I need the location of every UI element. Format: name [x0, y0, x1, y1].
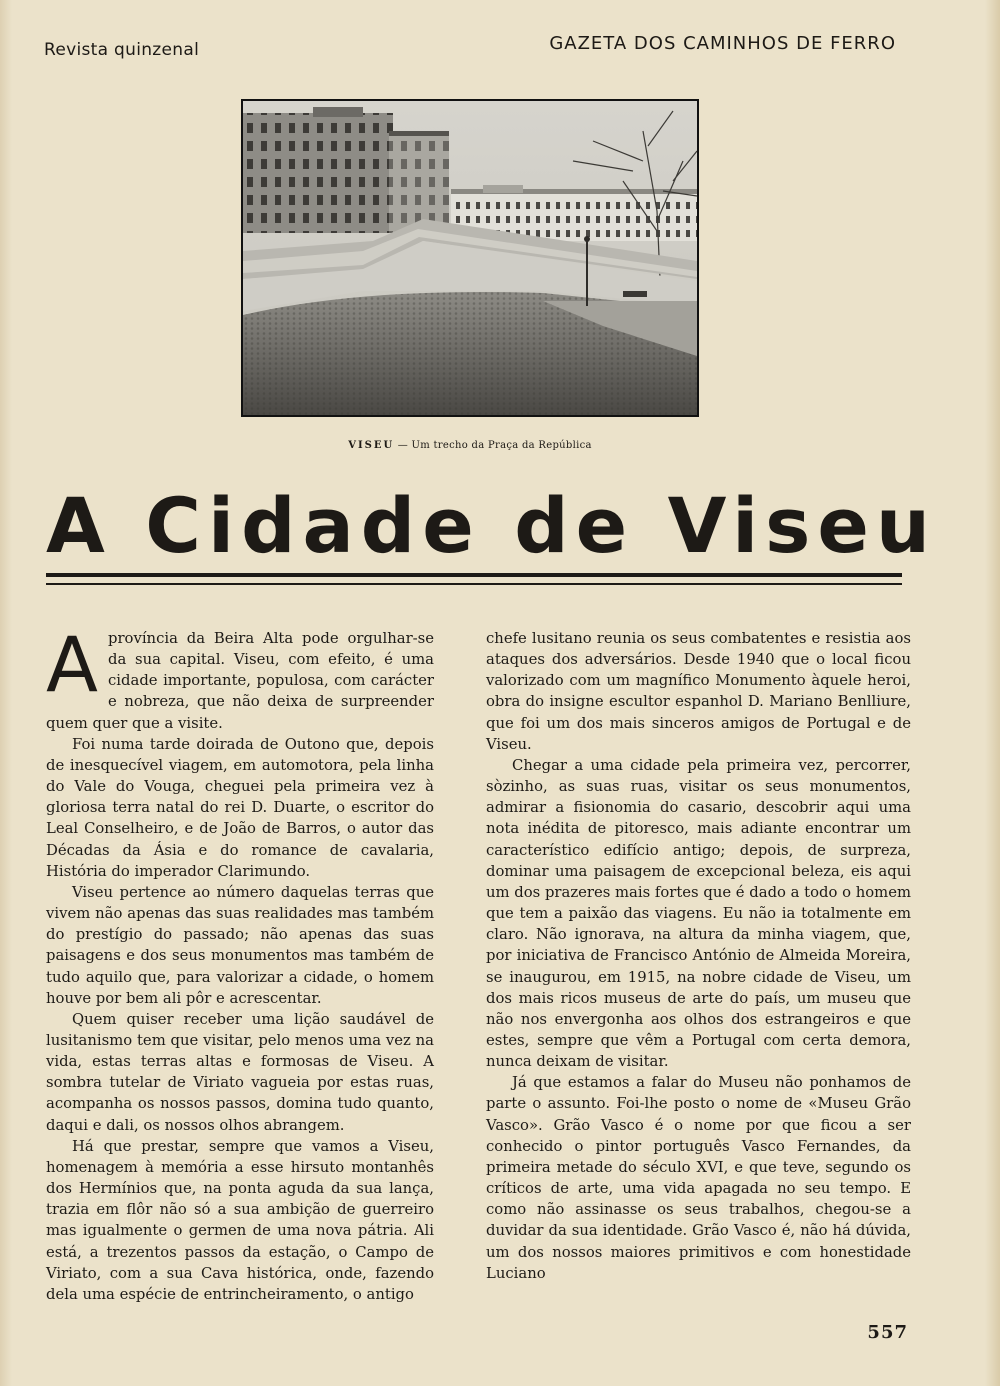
photo-illustration — [243, 101, 697, 415]
paragraph-8: Já que estamos a falar do Museu não ponhamos de parte o assunto. Foi-lhe posto o nome de «Museu Grão Vasco». Grão Vasco é o nome por que ficou a ser conhecido o pintor português Vasco Fernandes, da primeira metade do século XVI, e que teve, segundo os críticos de arte, uma vida apagada no seu tempo. E como não assinasse os seus trabalhos, chegou-se a duvidar da sua identidade. Grão Vasco é, não há dúvida, um dos nossos maiores primitivos e com honestidade Luciano — [486, 1074, 911, 1282]
article-title: A Cidade de Viseu — [46, 481, 938, 570]
paragraph-7: Chegar a uma cidade pela primeira vez, percorrer, sòzinho, as suas ruas, visitar os seus monumentos, admirar a fisionomia do casario, descobrir aqui uma nota inédita de pitoresco, mais adiante encontrar um característico edifício antigo; depois, de surpreza, dominar uma paisagem de excepcional beleza, eis aqui um dos prazeres mais fortes que é dado a todo o homem que tem a paixão das viagens. Eu não ia totalmente em claro. Não ignorava, na altura da minha viagem, que, por iniciativa de Francisco António de Almeida Moreira, se inaugurou, em 1915, na nobre cidade de Viseu, um dos mais ricos museus de arte do país, um museu que não nos envergonha aos olhos dos estrangeiros e que estes, sempre que vêm a Portugal com certa demora, nunca deixam de visitar. — [486, 756, 911, 1071]
right-column — [486, 628, 911, 1284]
paragraph-6: chefe lusitano reunia os seus combatentes e resistia aos ataques dos adversários. Desde 1940 que o local ficou valorizado com um magnífico Monumento àquele heroi, obra do insigne escultor espanhol D. Mariano Benlliure, que foi um dos mais sinceros amigos de Portugal e de Viseu. — [486, 630, 911, 753]
drop-cap: A — [46, 620, 98, 709]
page-number: 557 — [867, 1322, 908, 1343]
caption-place: VISEU — [348, 440, 395, 451]
paragraph-5: Há que prestar, sempre que vamos a Viseu, homenagem à memória a esse hirsuto montanhês dos Hermínios que, na ponta aguda da sua lança, trazia em flôr não só a sua ambição de guerreiro mas igualmente o germen de uma nova pátria. Ali está, a trezentos passos da estação, o Campo de Viriato, com a sua Cava histórica, onde, fazendo dela uma espécie de entrincheiramento, o antigo — [46, 1137, 434, 1303]
header-periodicity: Revista quinzenal — [44, 40, 200, 60]
photo-praca-republica — [241, 99, 699, 417]
title-rule-thick — [46, 573, 902, 577]
paragraph-3: Viseu pertence ao número daquelas terras que vivem não apenas das suas realidades mas também do prestígio do passado; não apenas das suas paisagens e dos seus monumentos mas também de tudo aquilo que, para valorizar a cidade, o homem houve por bem ali pôr e acrescentar. — [46, 883, 434, 1007]
header-publication-title: GAZETA DOS CAMINHOS DE FERRO — [549, 33, 896, 54]
left-column — [46, 620, 434, 1305]
paragraph-2: Foi numa tarde doirada de Outono que, depois de inesquecível viagem, em automotora, pela linha do Vale do Vouga, cheguei pela primeira vez à gloriosa terra natal do rei D. Duarte, o escritor do Leal Conselheiro, e de João de Barros, o autor das Décadas da Ásia e do romance de cavalaria, História do imperador Clarimundo. — [46, 735, 434, 880]
title-rule-thin — [46, 583, 902, 585]
paragraph-4: Quem quiser receber uma lição saudável de lusitanismo tem que visitar, pelo menos uma vez na vida, estas terras altas e formosas de Viseu. A sombra tutelar de Viriato vagueia por estas ruas, acompanha os nossos passos, domina tudo quanto, daqui e dali, os nossos olhos abrangem. — [46, 1010, 434, 1134]
photo-caption — [241, 440, 699, 451]
caption-text: — Um trecho da Praça da República — [397, 440, 592, 451]
paragraph-1: Aprovíncia da Beira Alta pode orgulhar-se da sua capital. Viseu, com efeito, é uma cidade importante, populosa, com carácter e nobreza, que não deixa de surpreender quem quer que a visite. — [46, 620, 434, 732]
